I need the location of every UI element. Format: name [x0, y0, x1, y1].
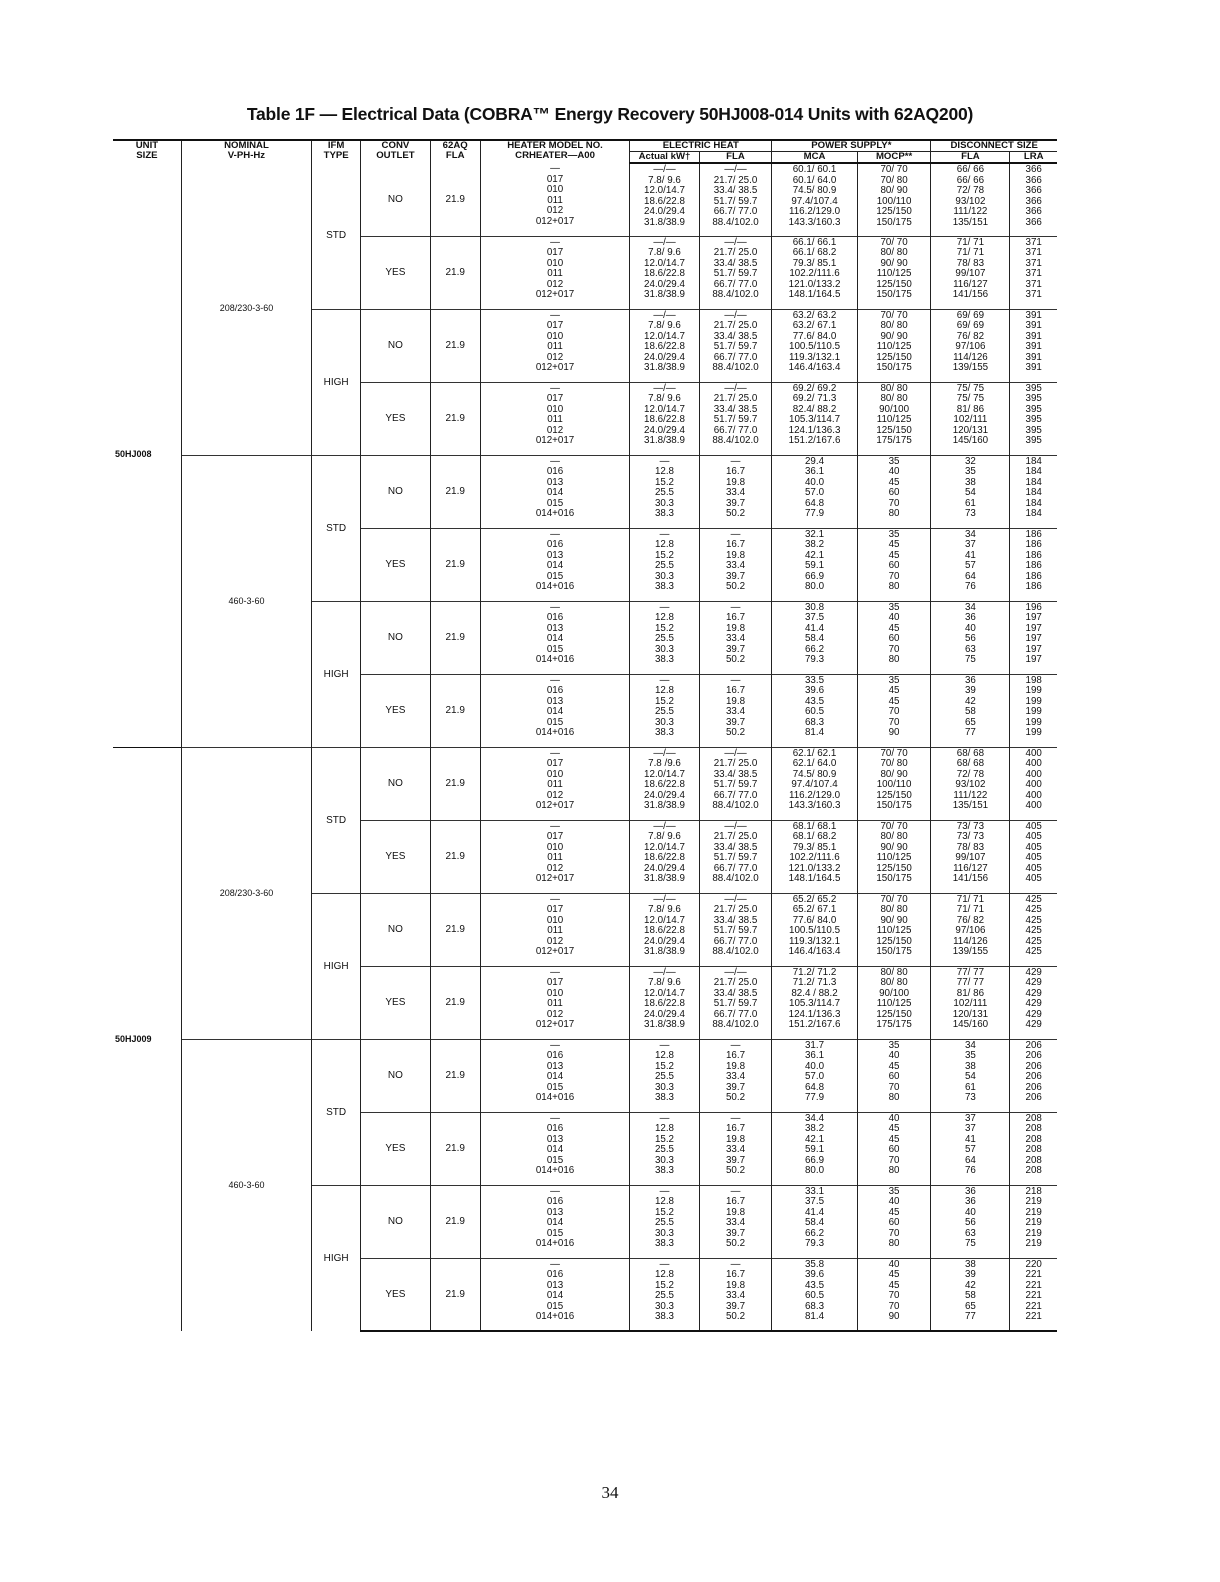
- heat-fla-list: — 16.7 19.8 33.4 39.7 50.2: [699, 1258, 772, 1331]
- heat-fla-list: —/— 21.7/ 25.0 33.4/ 38.5 51.7/ 59.7 66.7/ 77.0 88.4/102.0: [699, 236, 772, 309]
- conv-outlet-cell: NO: [361, 601, 430, 674]
- disconnect-fla-list: 73/ 73 73/ 73 78/ 83 99/107 116/127 141/156: [931, 820, 1010, 893]
- actual-kw-list: —/— 7.8/ 9.6 12.0/14.7 18.6/22.8 24.0/29.4 31.8/38.9: [630, 309, 699, 382]
- aq-fla-cell: 21.9: [430, 309, 480, 382]
- actual-kw-list: —/— 7.8 /9.6 12.0/14.7 18.6/22.8 24.0/29.4 31.8/38.9: [630, 747, 699, 820]
- heat-fla-list: —/— 21.7/ 25.0 33.4/ 38.5 51.7/ 59.7 66.7/ 77.0 88.4/102.0: [699, 747, 772, 820]
- conv-outlet-cell: NO: [361, 1039, 430, 1112]
- heat-fla-list: — 16.7 19.8 33.4 39.7 50.2: [699, 455, 772, 528]
- heater-model-list: — 017 010 011 012 012+017: [480, 966, 629, 1039]
- mocp-list: 35 40 45 60 70 80: [857, 601, 931, 674]
- mca-list: 32.1 38.2 42.1 59.1 66.9 80.0: [772, 528, 857, 601]
- header-ifm-type: IFM TYPE: [312, 140, 361, 163]
- actual-kw-list: — 12.8 15.2 25.5 30.3 38.3: [630, 674, 699, 747]
- actual-kw-list: —/— 7.8/ 9.6 12.0/14.7 18.6/22.8 24.0/29.4 31.8/38.9: [630, 893, 699, 966]
- actual-kw-list: — 12.8 15.2 25.5 30.3 38.3: [630, 601, 699, 674]
- header-lra: LRA: [1010, 152, 1057, 164]
- heat-fla-list: — 16.7 19.8 33.4 39.7 50.2: [699, 601, 772, 674]
- lra-list: 196 197 197 197 197 197: [1010, 601, 1057, 674]
- voltage-cell: 208/230-3-60: [181, 747, 311, 1039]
- mca-list: 33.1 37.5 41.4 58.4 66.2 79.3: [772, 1185, 857, 1258]
- actual-kw-list: —/— 7.8/ 9.6 12.0/14.7 18.6/22.8 24.0/29.4 31.8/38.9: [630, 236, 699, 309]
- heater-model-list: — 017 010 011 012 012+017: [480, 820, 629, 893]
- actual-kw-list: — 12.8 15.2 25.5 30.3 38.3: [630, 1185, 699, 1258]
- mocp-list: 70/ 70 80/ 80 90/ 90 110/125 125/150 150/175: [857, 820, 931, 893]
- conv-outlet-cell: YES: [361, 382, 430, 455]
- mca-list: 71.2/ 71.2 71.2/ 71.3 82.4 / 88.2 105.3/114.7 124.1/136.3 151.2/167.6: [772, 966, 857, 1039]
- aq-fla-cell: 21.9: [430, 674, 480, 747]
- mca-list: 60.1/ 60.1 60.1/ 64.0 74.5/ 80.9 97.4/107.4 116.2/129.0 143.3/160.3: [772, 163, 857, 236]
- heat-fla-list: —/— 21.7/ 25.0 33.4/ 38.5 51.7/ 59.7 66.7/ 77.0 88.4/102.0: [699, 382, 772, 455]
- disconnect-fla-list: 68/ 68 68/ 68 72/ 78 93/102 111/122 135/151: [931, 747, 1010, 820]
- disconnect-fla-list: 66/ 66 66/ 66 72/ 78 93/102 111/122 135/151: [931, 163, 1010, 236]
- aq-fla-cell: 21.9: [430, 1039, 480, 1112]
- mca-list: 34.4 38.2 42.1 59.1 66.9 80.0: [772, 1112, 857, 1185]
- aq-fla-cell: 21.9: [430, 163, 480, 236]
- conv-outlet-cell: YES: [361, 966, 430, 1039]
- header-electric-heat: ELECTRIC HEAT: [630, 140, 772, 152]
- mocp-list: 70/ 70 80/ 80 90/ 90 110/125 125/150 150/175: [857, 309, 931, 382]
- mca-list: 68.1/ 68.1 68.1/ 68.2 79.3/ 85.1 102.2/111.6 121.0/133.2 148.1/164.5: [772, 820, 857, 893]
- heater-model-list: — 017 010 011 012 012+017: [480, 309, 629, 382]
- aq-fla-cell: 21.9: [430, 966, 480, 1039]
- conv-outlet-cell: YES: [361, 1112, 430, 1185]
- header-disconnect-size: DISCONNECT SIZE: [931, 140, 1057, 152]
- mocp-list: 70/ 70 70/ 80 80/ 90 100/110 125/150 150/175: [857, 163, 931, 236]
- mca-list: 33.5 39.6 43.5 60.5 68.3 81.4: [772, 674, 857, 747]
- mocp-list: 35 40 45 60 70 80: [857, 1185, 931, 1258]
- heat-fla-list: —/— 21.7/ 25.0 33.4/ 38.5 51.7/ 59.7 66.7/ 77.0 88.4/102.0: [699, 163, 772, 236]
- mca-list: 63.2/ 63.2 63.2/ 67.1 77.6/ 84.0 100.5/110.5 119.3/132.1 146.4/163.4: [772, 309, 857, 382]
- mocp-list: 35 40 45 60 70 80: [857, 455, 931, 528]
- actual-kw-list: —/— 7.8/ 9.6 12.0/14.7 18.6/22.8 24.0/29.4 31.8/38.9: [630, 382, 699, 455]
- actual-kw-list: —/— 7.8/ 9.6 12.0/14.7 18.6/22.8 24.0/29.4 31.8/38.9: [630, 163, 699, 236]
- table-row: [113, 163, 1057, 236]
- heater-model-list: — 016 013 014 015 014+016: [480, 1039, 629, 1112]
- ifm-type-cell: HIGH: [312, 601, 361, 747]
- table-title: Table 1F — Electrical Data (COBRA™ Energy Recovery 50HJ008-014 Units with 62AQ200): [246, 104, 974, 124]
- header-62aq-fla: 62AQ FLA: [430, 140, 480, 163]
- aq-fla-cell: 21.9: [430, 1258, 480, 1331]
- disconnect-fla-list: 77/ 77 77/ 77 81/ 86 102/111 120/131 145/160: [931, 966, 1010, 1039]
- ifm-type-cell: HIGH: [312, 309, 361, 455]
- aq-fla-cell: 21.9: [430, 528, 480, 601]
- header-heater-model: HEATER MODEL NO. CRHEATER—A00: [480, 140, 629, 163]
- lra-list: 186 186 186 186 186 186: [1010, 528, 1057, 601]
- heater-model-list: — 016 013 014 015 014+016: [480, 528, 629, 601]
- disconnect-fla-list: 37 37 41 57 64 76: [931, 1112, 1010, 1185]
- mca-list: 66.1/ 66.1 66.1/ 68.2 79.3/ 85.1 102.2/111.6 121.0/133.2 148.1/164.5: [772, 236, 857, 309]
- conv-outlet-cell: NO: [361, 893, 430, 966]
- disconnect-fla-list: 71/ 71 71/ 71 78/ 83 99/107 116/127 141/156: [931, 236, 1010, 309]
- heat-fla-list: — 16.7 19.8 33.4 39.7 50.2: [699, 1039, 772, 1112]
- ifm-type-cell: STD: [312, 747, 361, 893]
- heat-fla-list: —/— 21.7/ 25.0 33.4/ 38.5 51.7/ 59.7 66.7/ 77.0 88.4/102.0: [699, 893, 772, 966]
- heater-model-list: — 017 010 011 012 012+017: [480, 163, 629, 236]
- mocp-list: 70/ 70 80/ 80 90/ 90 110/125 125/150 150/175: [857, 236, 931, 309]
- lra-list: 425 425 425 425 425 425: [1010, 893, 1057, 966]
- voltage-cell: 460-3-60: [181, 455, 311, 747]
- lra-list: 391 391 391 391 391 391: [1010, 309, 1057, 382]
- lra-list: 400 400 400 400 400 400: [1010, 747, 1057, 820]
- mca-list: 62.1/ 62.1 62.1/ 64.0 74.5/ 80.9 97.4/107.4 116.2/129.0 143.3/160.3: [772, 747, 857, 820]
- heater-model-list: — 017 010 011 012 012+017: [480, 382, 629, 455]
- aq-fla-cell: 21.9: [430, 382, 480, 455]
- mca-list: 31.7 36.1 40.0 57.0 64.8 77.9: [772, 1039, 857, 1112]
- aq-fla-cell: 21.9: [430, 236, 480, 309]
- disconnect-fla-list: 69/ 69 69/ 69 76/ 82 97/106 114/126 139/155: [931, 309, 1010, 382]
- mca-list: 35.8 39.6 43.5 60.5 68.3 81.4: [772, 1258, 857, 1331]
- actual-kw-list: —/— 7.8/ 9.6 12.0/14.7 18.6/22.8 24.0/29.4 31.8/38.9: [630, 966, 699, 1039]
- header-disconnect-fla: FLA: [931, 152, 1010, 164]
- mca-list: 29.4 36.1 40.0 57.0 64.8 77.9: [772, 455, 857, 528]
- lra-list: 371 371 371 371 371 371: [1010, 236, 1057, 309]
- header-conv-outlet: CONV OUTLET: [361, 140, 430, 163]
- heater-model-list: — 016 013 014 015 014+016: [480, 601, 629, 674]
- disconnect-fla-list: 34 35 38 54 61 73: [931, 1039, 1010, 1112]
- aq-fla-cell: 21.9: [430, 1112, 480, 1185]
- disconnect-fla-list: 71/ 71 71/ 71 76/ 82 97/106 114/126 139/155: [931, 893, 1010, 966]
- mocp-list: 80/ 80 80/ 80 90/100 110/125 125/150 175/175: [857, 382, 931, 455]
- lra-list: 208 208 208 208 208 208: [1010, 1112, 1057, 1185]
- page-number: 34: [601, 1483, 619, 1502]
- disconnect-fla-list: 38 39 42 58 65 77: [931, 1258, 1010, 1331]
- header-actual-kw: Actual kW†: [630, 152, 699, 164]
- conv-outlet-cell: NO: [361, 455, 430, 528]
- aq-fla-cell: 21.9: [430, 1185, 480, 1258]
- lra-list: 405 405 405 405 405 405: [1010, 820, 1057, 893]
- lra-list: 429 429 429 429 429 429: [1010, 966, 1057, 1039]
- heater-model-list: — 016 013 014 015 014+016: [480, 1258, 629, 1331]
- mocp-list: 40 45 45 70 70 90: [857, 1258, 931, 1331]
- ifm-type-cell: HIGH: [312, 1185, 361, 1331]
- actual-kw-list: — 12.8 15.2 25.5 30.3 38.3: [630, 1039, 699, 1112]
- actual-kw-list: —/— 7.8/ 9.6 12.0/14.7 18.6/22.8 24.0/29.4 31.8/38.9: [630, 820, 699, 893]
- lra-list: 184 184 184 184 184 184: [1010, 455, 1057, 528]
- aq-fla-cell: 21.9: [430, 893, 480, 966]
- heater-model-list: — 016 013 014 015 014+016: [480, 674, 629, 747]
- heat-fla-list: —/— 21.7/ 25.0 33.4/ 38.5 51.7/ 59.7 66.7/ 77.0 88.4/102.0: [699, 820, 772, 893]
- conv-outlet-cell: NO: [361, 163, 430, 236]
- mocp-list: 35 40 45 60 70 80: [857, 1039, 931, 1112]
- heater-model-list: — 016 013 014 015 014+016: [480, 455, 629, 528]
- table-row: [113, 455, 1057, 528]
- heater-model-list: — 016 013 014 015 014+016: [480, 1112, 629, 1185]
- aq-fla-cell: 21.9: [430, 601, 480, 674]
- header-power-supply: POWER SUPPLY*: [772, 140, 931, 152]
- voltage-cell: 208/230-3-60: [181, 163, 311, 455]
- disconnect-fla-list: 34 36 40 56 63 75: [931, 601, 1010, 674]
- conv-outlet-cell: NO: [361, 1185, 430, 1258]
- ifm-type-cell: HIGH: [312, 893, 361, 1039]
- heater-model-list: — 017 010 011 012 012+017: [480, 236, 629, 309]
- conv-outlet-cell: YES: [361, 820, 430, 893]
- actual-kw-list: — 12.8 15.2 25.5 30.3 38.3: [630, 1112, 699, 1185]
- heat-fla-list: — 16.7 19.8 33.4 39.7 50.2: [699, 1112, 772, 1185]
- lra-list: 220 221 221 221 221 221: [1010, 1258, 1057, 1331]
- mca-list: 30.8 37.5 41.4 58.4 66.2 79.3: [772, 601, 857, 674]
- aq-fla-cell: 21.9: [430, 747, 480, 820]
- conv-outlet-cell: YES: [361, 674, 430, 747]
- disconnect-fla-list: 36 36 40 56 63 75: [931, 1185, 1010, 1258]
- conv-outlet-cell: NO: [361, 747, 430, 820]
- ifm-type-cell: STD: [312, 455, 361, 601]
- ifm-type-cell: STD: [312, 163, 361, 309]
- table-row: [113, 747, 1057, 820]
- disconnect-fla-list: 34 37 41 57 64 76: [931, 528, 1010, 601]
- heat-fla-list: —/— 21.7/ 25.0 33.4/ 38.5 51.7/ 59.7 66.7/ 77.0 88.4/102.0: [699, 966, 772, 1039]
- heat-fla-list: — 16.7 19.8 33.4 39.7 50.2: [699, 1185, 772, 1258]
- heater-model-list: — 017 010 011 012 012+017: [480, 747, 629, 820]
- electrical-data-table: [113, 139, 1057, 1332]
- header-mca: MCA: [772, 152, 857, 164]
- mocp-list: 70/ 70 80/ 80 90/ 90 110/125 125/150 150/175: [857, 893, 931, 966]
- mocp-list: 35 45 45 60 70 80: [857, 528, 931, 601]
- ifm-type-cell: STD: [312, 1039, 361, 1185]
- mca-list: 69.2/ 69.2 69.2/ 71.3 82.4/ 88.2 105.3/114.7 124.1/136.3 151.2/167.6: [772, 382, 857, 455]
- disconnect-fla-list: 75/ 75 75/ 75 81/ 86 102/111 120/131 145/160: [931, 382, 1010, 455]
- aq-fla-cell: 21.9: [430, 455, 480, 528]
- heat-fla-list: — 16.7 19.8 33.4 39.7 50.2: [699, 528, 772, 601]
- unit-size-cell: 50HJ008: [115, 449, 152, 460]
- header-heat-fla: FLA: [699, 152, 772, 164]
- table-row: [113, 1039, 1057, 1112]
- heater-model-list: — 016 013 014 015 014+016: [480, 1185, 629, 1258]
- mocp-list: 40 45 45 60 70 80: [857, 1112, 931, 1185]
- table-body: [113, 163, 1057, 1331]
- header-unit-size: UNIT SIZE: [113, 140, 181, 163]
- conv-outlet-cell: YES: [361, 236, 430, 309]
- conv-outlet-cell: YES: [361, 1258, 430, 1331]
- heater-model-list: — 017 010 011 012 012+017: [480, 893, 629, 966]
- mca-list: 65.2/ 65.2 65.2/ 67.1 77.6/ 84.0 100.5/110.5 119.3/132.1 146.4/163.4: [772, 893, 857, 966]
- actual-kw-list: — 12.8 15.2 25.5 30.3 38.3: [630, 528, 699, 601]
- header-mocp: MOCP**: [857, 152, 931, 164]
- mocp-list: 70/ 70 70/ 80 80/ 90 100/110 125/150 150/175: [857, 747, 931, 820]
- heat-fla-list: — 16.7 19.8 33.4 39.7 50.2: [699, 674, 772, 747]
- heat-fla-list: —/— 21.7/ 25.0 33.4/ 38.5 51.7/ 59.7 66.7/ 77.0 88.4/102.0: [699, 309, 772, 382]
- disconnect-fla-list: 32 35 38 54 61 73: [931, 455, 1010, 528]
- actual-kw-list: — 12.8 15.2 25.5 30.3 38.3: [630, 1258, 699, 1331]
- lra-list: 206 206 206 206 206 206: [1010, 1039, 1057, 1112]
- aq-fla-cell: 21.9: [430, 820, 480, 893]
- mocp-list: 35 45 45 70 70 90: [857, 674, 931, 747]
- lra-list: 198 199 199 199 199 199: [1010, 674, 1057, 747]
- unit-size-cell: 50HJ009: [113, 747, 181, 1331]
- actual-kw-list: — 12.8 15.2 25.5 30.3 38.3: [630, 455, 699, 528]
- disconnect-fla-list: 36 39 42 58 65 77: [931, 674, 1010, 747]
- conv-outlet-cell: NO: [361, 309, 430, 382]
- lra-list: 395 395 395 395 395 395: [1010, 382, 1057, 455]
- lra-list: 366 366 366 366 366 366: [1010, 163, 1057, 236]
- lra-list: 218 219 219 219 219 219: [1010, 1185, 1057, 1258]
- header-nominal-voltage: NOMINAL V-PH-Hz: [181, 140, 311, 163]
- conv-outlet-cell: YES: [361, 528, 430, 601]
- voltage-cell: 460-3-60: [181, 1039, 311, 1331]
- mocp-list: 80/ 80 80/ 80 90/100 110/125 125/150 175/175: [857, 966, 931, 1039]
